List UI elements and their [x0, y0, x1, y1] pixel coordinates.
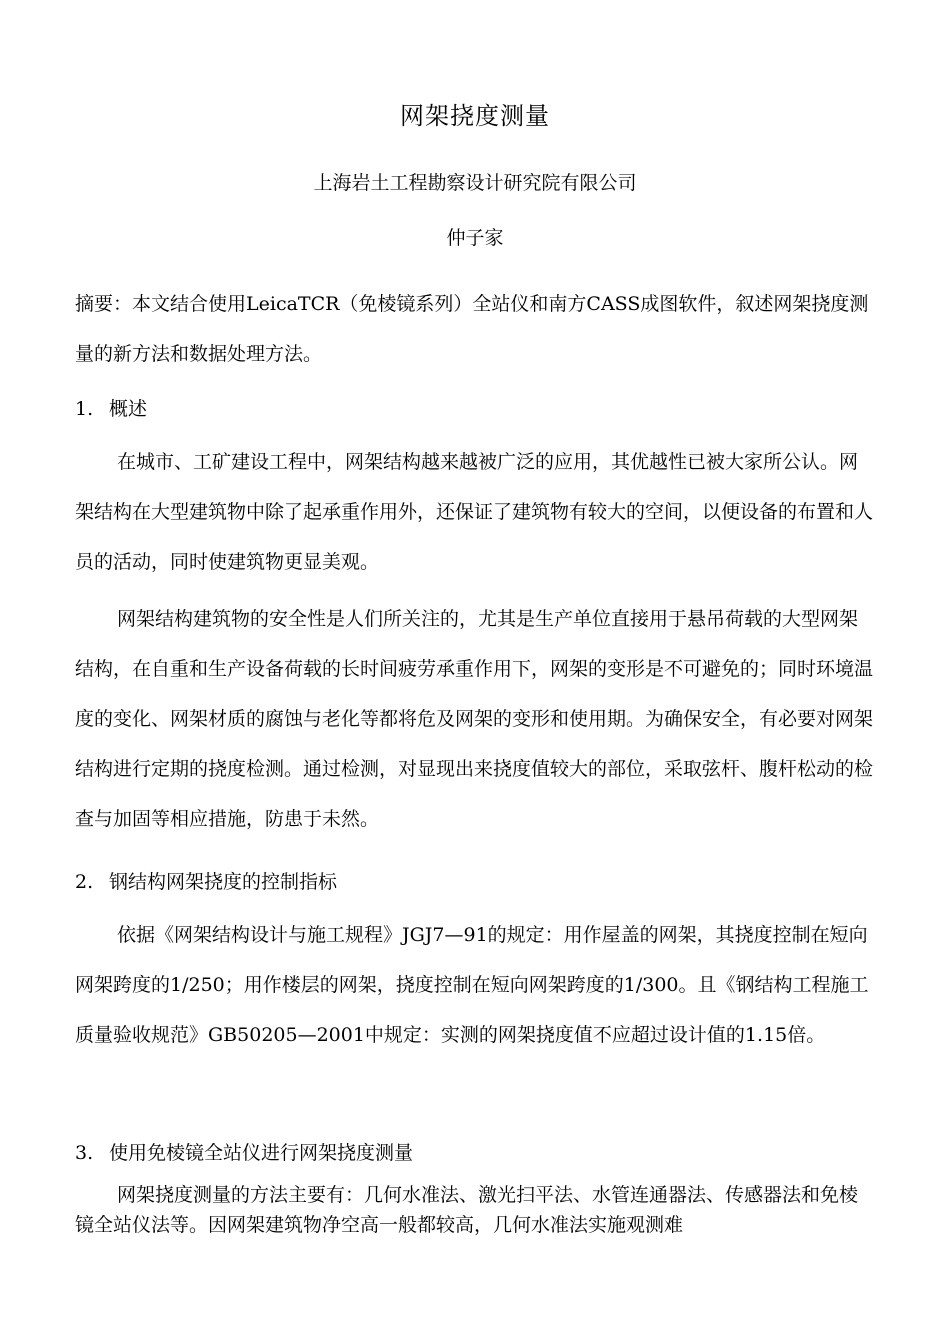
section-1-paragraph-2: 网架结构建筑物的安全性是人们所关注的，尤其是生产单位直接用于悬吊荷载的大型网架结构，在自重和生产设备荷载的长时间疲劳承重作用下，网架的变形是不可避免的；同时环境温度的变化、网架材质的腐蚀与老化等都将危及网架的变形和使用期。为确保安全，有必要对网架结构进行定期的挠度检测。通过检测，对显现出来挠度值较大的部位，采取弦杆、腹杆松动的检查与加固等相应措施，防患于未然。 [75, 608, 874, 830]
abstract-paragraph: 摘要：本文结合使用LeicaTCR（免棱镜系列）全站仪和南方CASS成图软件，叙述网架挠度测量的新方法和数据处理方法。 [75, 293, 869, 365]
author-affiliation: 上海岩土工程勘察设计研究院有限公司 [313, 172, 637, 194]
section-2-number: 2. [75, 871, 94, 893]
section-2-title: 钢结构网架挠度的控制指标 [109, 871, 338, 893]
section-1-heading [75, 394, 875, 424]
paper-title: 网架挠度测量 [400, 102, 550, 130]
section-2-paragraph-1: 依据《网架结构设计与施工规程》JGJ7—91的规定：用作屋盖的网架，其挠度控制在短向网架跨度的1/250；用作楼层的网架，挠度控制在短向网架跨度的1/300。且《钢结构工程施工质量验收规范》GB50205—2001中规定：实测的网架挠度值不应超过设计值的1.15倍。 [75, 924, 869, 1046]
section-2-heading [75, 867, 875, 897]
author-name: 仲子家 [446, 227, 504, 249]
section-3-title: 使用免棱镜全站仪进行网架挠度测量 [109, 1142, 414, 1164]
section-1-title: 概述 [109, 398, 148, 420]
section-3-number: 3. [75, 1142, 94, 1164]
section-1-paragraph-1: 在城市、工矿建设工程中，网架结构越来越被广泛的应用，其优越性已被大家所公认。网架结构在大型建筑物中除了起承重作用外，还保证了建筑物有较大的空间，以便设备的布置和人员的活动，同时使建筑物更显美观。 [75, 451, 874, 573]
section-1-number: 1. [75, 398, 94, 420]
section-3-heading [75, 1138, 875, 1168]
section-3-paragraph-1: 网架挠度测量的方法主要有：几何水准法、激光扫平法、水管连通器法、传感器法和免棱镜全站仪法等。因网架建筑物净空高一般都较高，几何水准法实施观测难 [75, 1184, 859, 1236]
